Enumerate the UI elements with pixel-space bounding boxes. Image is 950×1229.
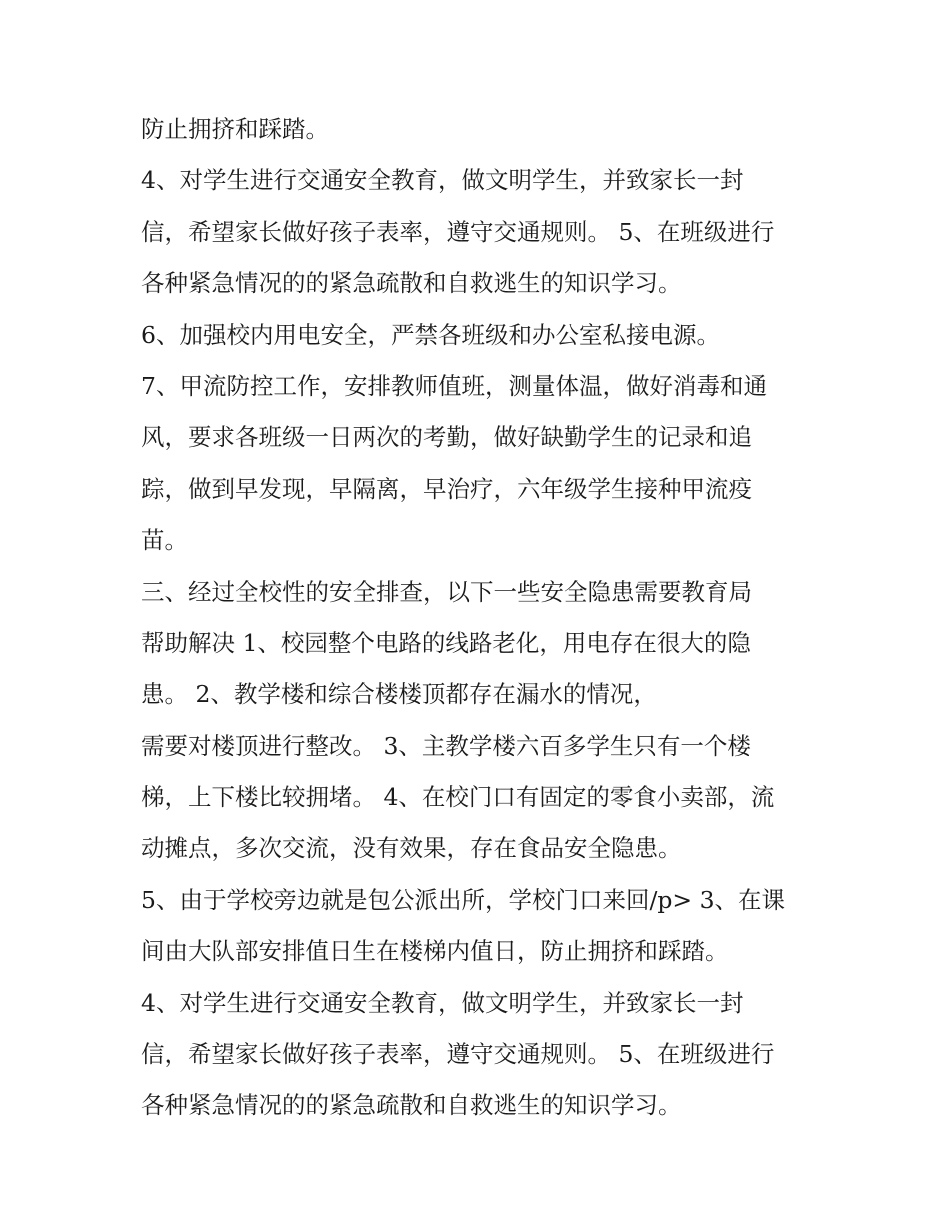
text-line-3: 信，希望家长做好孩子表率，遵守交通规则。 5、在班级进行 [141, 217, 775, 246]
text-line-17: 间由大队部安排值日生在楼梯内值日，防止拥挤和踩踏。 [141, 937, 729, 966]
text-line-16: 5、由于学校旁边就是包公派出所，学校门口来回/p> 3、在课 [141, 885, 786, 914]
text-line-18: 4、对学生进行交通安全教育，做文明学生，并致家长一封 [141, 988, 744, 1017]
text-line-14: 梯，上下楼比较拥堵。 4、在校门口有固定的零食小卖部，流 [141, 783, 775, 812]
text-line-4: 各种紧急情况的的紧急疏散和自救逃生的知识学习。 [141, 269, 682, 298]
text-line-7: 风，要求各班级一日两次的考勤，做好缺勤学生的记录和追 [141, 423, 752, 452]
text-line-2: 4、对学生进行交通安全教育，做文明学生，并致家长一封 [141, 166, 744, 195]
text-line-1: 防止拥挤和踩踏。 [141, 115, 329, 143]
text-line-9: 苗。 [141, 526, 188, 555]
text-line-11: 帮助解决 1、校园整个电路的线路老化，用电存在很大的隐 [141, 628, 751, 657]
text-line-8: 踪，做到早发现，早隔离，早治疗，六年级学生接种甲流疫 [141, 474, 752, 503]
document-body [141, 104, 821, 1132]
text-line-6: 7、甲流防控工作，安排教师值班，测量体温，做好消毒和通 [141, 371, 767, 400]
text-line-20: 各种紧急情况的的紧急疏散和自救逃生的知识学习。 [141, 1091, 682, 1120]
text-line-10: 三、经过全校性的安全排查，以下一些安全隐患需要教育局 [141, 577, 752, 606]
text-line-13: 需要对楼顶进行整改。 3、主教学楼六百多学生只有一个楼 [141, 731, 751, 760]
text-line-5: 6、加强校内用电安全，严禁各班级和办公室私接电源。 [141, 320, 720, 349]
text-line-15: 动摊点，多次交流，没有效果，存在食品安全隐患。 [141, 834, 682, 863]
text-line-12: 患。 2、教学楼和综合楼楼顶都存在漏水的情况， [141, 680, 657, 709]
text-line-19: 信，希望家长做好孩子表率，遵守交通规则。 5、在班级进行 [141, 1040, 775, 1069]
